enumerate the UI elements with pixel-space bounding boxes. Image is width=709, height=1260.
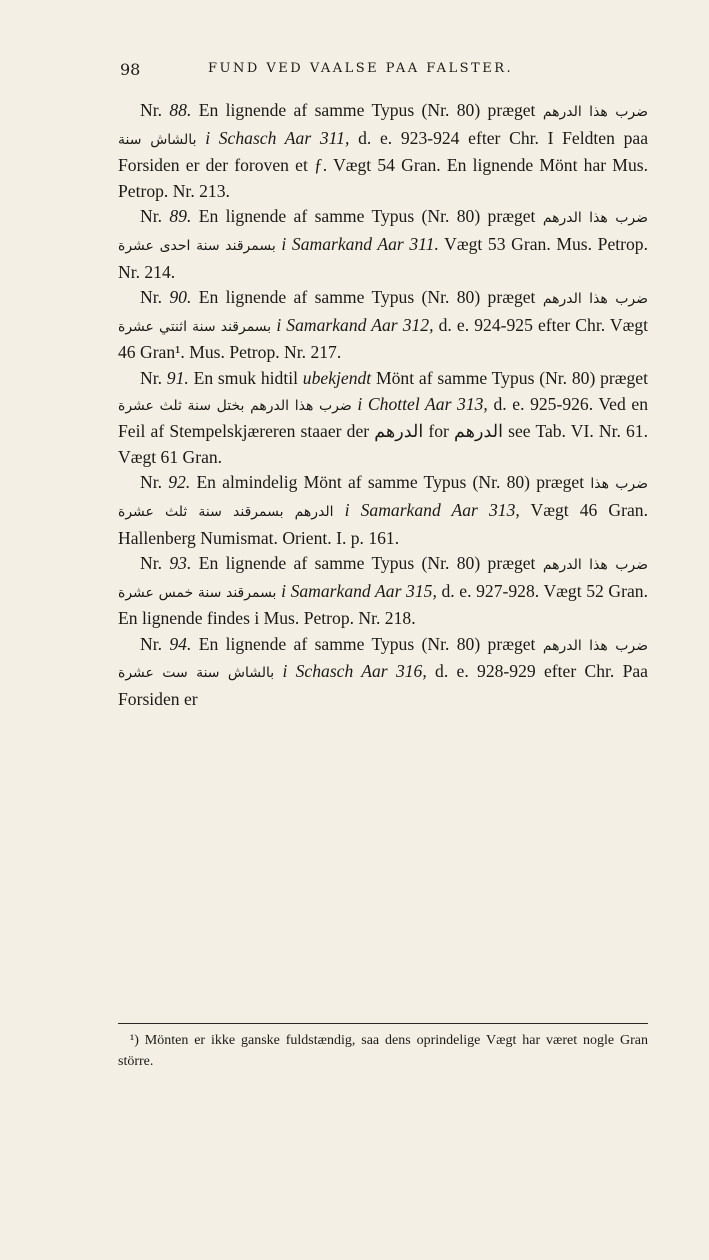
mint-place-date: i Samarkand Aar 311. [281, 233, 439, 254]
arabic-inscription: ضرب هذا الدرهم بسمرقند سنة اثنتي عشرة [118, 291, 648, 335]
entry-number: 89. [169, 206, 192, 227]
entry-label: Nr. [140, 206, 162, 227]
entry-number: 91. [166, 367, 189, 388]
entry-92 [118, 470, 648, 551]
arabic-inscription: ضرب هذا الدرهم بختل سنة ثلث عشرة [118, 397, 352, 414]
entry-label: Nr. [140, 633, 162, 654]
mint-place-date: i Samarkand Aar 315, [281, 580, 437, 601]
entry-90 [118, 285, 648, 366]
entry-label: Nr. [140, 472, 162, 493]
entry-text-cont: Mönt af samme Typus (Nr. 80) præget [375, 367, 648, 388]
entry-text-rest: d. e. 923-924 efter Chr. I Feldten paa Forsiden er der foroven et ƒ. Vægt 54 Gran. En lignende Mönt har Mus. Petrop. Nr. 213. [118, 127, 649, 201]
entry-label: Nr. [140, 100, 162, 120]
running-title: FUND VED VAALSE PAA FALSTER. [208, 61, 514, 76]
mint-place-date: i Schasch Aar 316, [282, 661, 427, 682]
entry-number: 90. [169, 287, 192, 308]
footnote-text [118, 1030, 648, 1072]
arabic-inscription: ضرب هذا الدرهم بسمرقند سنة خمس عشرة [118, 557, 648, 601]
entry-emphasis: ubekjendt [302, 367, 372, 388]
footnote-marker: ¹) [130, 1033, 139, 1048]
entry-text-rest: d. e. 924-925 efter Chr. Vægt 46 Gran¹. Mus. Petrop. Nr. 217. [118, 314, 649, 363]
entry-number: 88. [169, 100, 192, 120]
entry-text-rest: d. e. 927-928. Vægt 52 Gran. En lignende findes i Mus. Petrop. Nr. 218. [118, 580, 648, 629]
entry-88 [118, 98, 648, 204]
mint-place-date: i Chottel Aar 313, [357, 393, 488, 414]
mint-place-date: i Samarkand Aar 313, [344, 499, 520, 520]
footnote-rule [118, 1023, 648, 1024]
mint-place-date: i Schasch Aar 311, [205, 127, 350, 148]
footnote [118, 1030, 648, 1072]
entry-text-rest: Vægt 46 Gran. Hallenberg Numismat. Orient. I. p. 161. [118, 499, 648, 548]
entry-text-rest: Vægt 53 Gran. Mus. Petrop. Nr. 214. [118, 233, 648, 282]
entry-number: 92. [168, 472, 191, 493]
entry-label: Nr. [140, 287, 162, 308]
entry-number: 93. [169, 553, 192, 574]
entry-label: Nr. [140, 553, 162, 574]
arabic-inscription: ضرب هذا الدرهم بسمرقند سنة احدى عشرة [118, 210, 648, 254]
entry-text: En lignende af samme Typus (Nr. 80) præget [198, 553, 536, 574]
entry-label: Nr. [140, 367, 162, 388]
entry-text: En lignende af samme Typus (Nr. 80) præget [198, 206, 536, 227]
arabic-inscription: ضرب هذا الدرهم بسمرقند سنة ثلث عشرة [118, 476, 649, 520]
page-number: 98 [120, 60, 141, 79]
entry-text: En lignende af samme Typus (Nr. 80) præget [198, 287, 536, 308]
mint-place-date: i Samarkand Aar 312, [276, 314, 434, 335]
entry-text: En lignende af samme Typus (Nr. 80) præget [198, 100, 536, 120]
entry-text: En smuk hidtil [193, 367, 298, 388]
entry-text: En lignende af samme Typus (Nr. 80) præget [198, 633, 536, 654]
body-text [118, 98, 648, 713]
entry-text-rest: d. e. 925-926. Ved en Feil af Stempelskjæreren staaer der الدرهم for الدرهم see Tab. VI. Nr. 61. Vægt 61 Gran. [118, 393, 649, 467]
entry-text-rest: d. e. 928-929 efter Chr. Paa Forsiden er [118, 661, 648, 710]
entry-94 [118, 632, 648, 713]
entry-91 [118, 366, 648, 470]
entry-text: En almindelig Mönt af samme Typus (Nr. 80) præget [196, 472, 585, 493]
entry-93 [118, 551, 648, 632]
running-head [120, 60, 650, 82]
arabic-inscription: ضرب هذا الدرهم بالشاش سنة ست عشرة [118, 637, 648, 682]
entry-number: 94. [169, 633, 192, 654]
entry-89 [118, 204, 648, 285]
footnote-body: Mönten er ikke ganske fuldstændig, saa dens oprindelige Vægt har været nogle Gran större. [118, 1033, 649, 1069]
arabic-inscription: ضرب هذا الدرهم بالشاش سنة [118, 104, 648, 148]
